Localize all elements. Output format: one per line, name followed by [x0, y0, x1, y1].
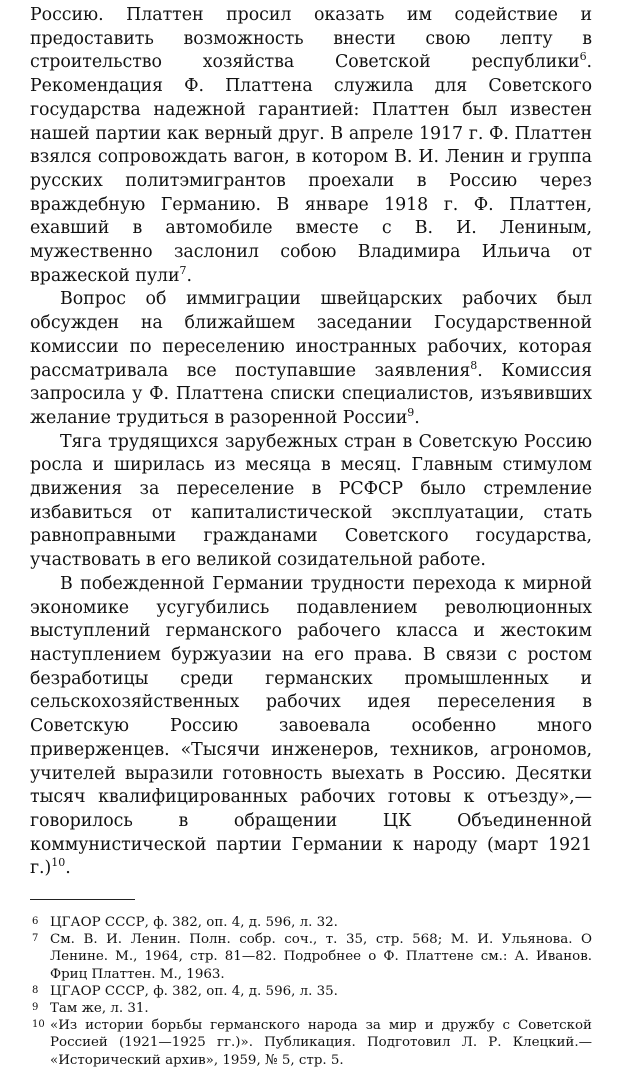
footnote-number: 6	[32, 916, 39, 928]
paragraph-1-text: Россию. Платтен просил оказать им содействие и предоставить возможность внести свою лепту в строительство хозяйства Советской республики	[30, 5, 592, 73]
paragraph-2-text: Вопрос об иммиграции швейцарских рабочих был обсужден на ближайшем заседании Государственной комиссии по переселению иностранных рабочих, которая рассматривала все поступавшие заявления	[30, 289, 592, 381]
footnote-number: 7	[32, 933, 39, 945]
footnotes	[30, 914, 592, 1069]
paragraph-1	[30, 4, 592, 288]
footnote-text: ЦГАОР СССР, ф. 382, оп. 4, д. 596, л. 35.	[50, 983, 338, 999]
footnote-number: 9	[32, 1002, 39, 1014]
paragraph-2-continued: . Комиссия запросила у Ф. Платтена списки специалистов, изъявивших желание трудиться в разоренной России	[30, 360, 592, 428]
paragraph-4-end: .	[65, 858, 71, 879]
paragraph-4-text: В побежденной Германии трудности перехода к мирной экономике усугубились подавлением революционных выступлений германского рабочего класса и жестоким наступлением буржуазии на его права. В связи с ростом безработицы среди германских промышленных и сельскохозяйственных рабочих идея переселения в Советскую Россию завоевала особенно много приверженцев. «Тысячи инженеров, техников, агрономов, учителей выразили готовность выехать в Россию. Десятки тысяч квалифицированных рабочих готовы к отъезду»,— говорилось в обращении ЦК Объединенной коммунистической партии Германии к народу (март 1921 г.)	[30, 573, 592, 879]
paragraph-3-text: Тяга трудящихся зарубежных стран в Советскую Россию росла и ширилась из месяца в месяц. Главным стимулом движения за переселение в РСФСР было стремление избавиться от капиталистической эксплуатации, стать равноправными гражданами Советского государства, участвовать в его великой созидательной работе.	[30, 431, 592, 571]
paragraph-4	[30, 573, 592, 881]
footnote-ref-6[interactable]: 6	[579, 50, 587, 64]
footnote-ref-8[interactable]: 8	[470, 358, 478, 372]
paragraph-2	[30, 288, 592, 430]
paragraph-2-end: .	[414, 407, 420, 428]
footnote-8	[30, 983, 592, 1000]
footnote-text: Там же, л. 31.	[50, 1001, 149, 1017]
paragraph-1-end: .	[186, 265, 192, 286]
footnote-ref-9[interactable]: 9	[407, 406, 415, 420]
footnote-text: ЦГАОР СССР, ф. 382, оп. 4, д. 596, л. 32.	[50, 915, 338, 931]
footnote-ref-10[interactable]: 10	[51, 856, 66, 870]
footnote-7	[30, 931, 592, 983]
paragraph-1-continued: . Рекомендация Ф. Платтена служила для Советского государства надежной гарантией: Платтен был известен нашей партии как верный друг. В апреле 1917 г. Ф. Платтен взялся сопровождать вагон, в котором В. И. Ленин и группа русских политэмигрантов проехали в Россию через враждебную Германию. В январе 1918 г. Ф. Платтен, ехавший в автомобиле вместе с В. И. Лениным, мужественно заслонил собою Владимира Ильича от вражеской пули	[30, 52, 592, 286]
paragraph-3	[30, 431, 592, 573]
footnote-text: «Из истории борьбы германского народа за мир и дружбу с Советской Россией (1921—1925 гг.)». Публикация. Подготовил Л. Р. Клецкий.— «Исторический архив», 1959, № 5, стр. 5.	[50, 1018, 592, 1068]
footnote-number: 8	[32, 984, 39, 996]
footnote-9	[30, 1000, 592, 1017]
footnote-6	[30, 914, 592, 931]
footnote-ref-7[interactable]: 7	[179, 263, 187, 277]
footnote-number: 10	[32, 1019, 45, 1031]
footnote-divider	[30, 899, 135, 900]
footnote-text: См. В. И. Ленин. Полн. собр. соч., т. 35, стр. 568; М. И. Ульянова. О Ленине. М., 1964, стр. 81—82. Подробнее о Ф. Платтене см.: А. Иванов. Фриц Платтен. М., 1963.	[50, 932, 592, 982]
footnote-10	[30, 1017, 592, 1069]
